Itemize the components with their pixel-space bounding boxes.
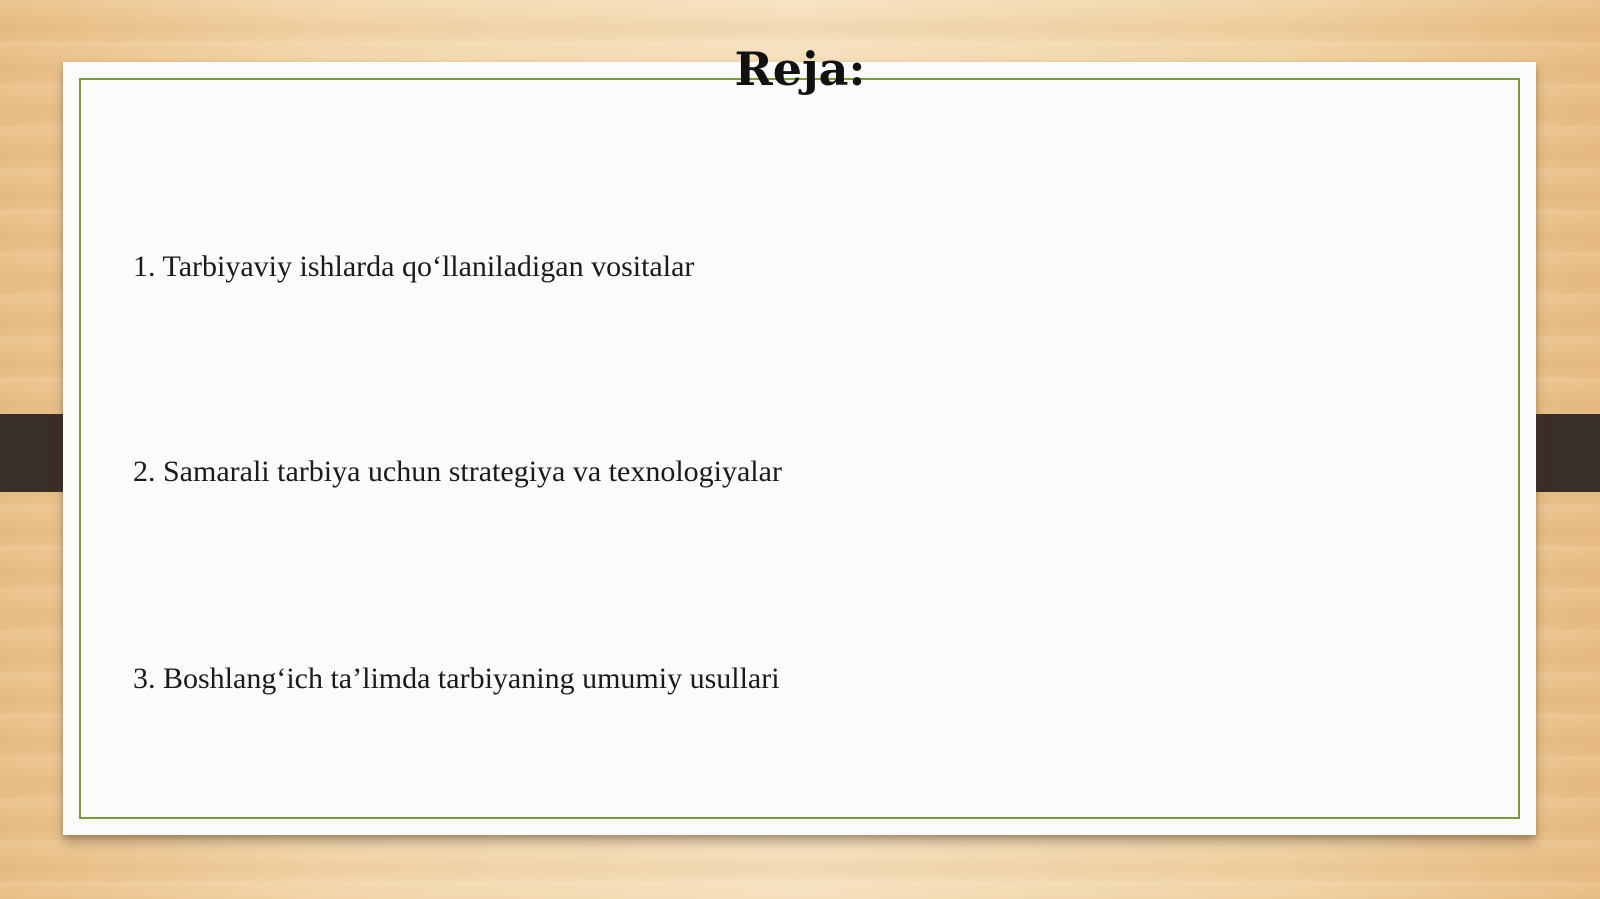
plan-item-2 xyxy=(133,455,782,489)
plan-item-number: 2. xyxy=(133,455,156,488)
plan-item-text: Boshlang‘ich ta’limda tarbiyaning umumiy usullari xyxy=(163,662,780,695)
slide-frame-border xyxy=(79,78,1520,819)
plan-item-number: 1. xyxy=(133,250,156,283)
slide-title: Reja: xyxy=(734,42,866,96)
plan-item-text: Tarbiyaviy ishlarda qo‘llaniladigan vositalar xyxy=(162,250,695,283)
plan-item-3 xyxy=(133,662,780,696)
plan-item-number: 3. xyxy=(133,662,156,695)
plan-item-1 xyxy=(133,250,694,284)
plan-item-text: Samarali tarbiya uchun strategiya va texnologiyalar xyxy=(163,455,782,488)
slide-card xyxy=(63,62,1536,835)
